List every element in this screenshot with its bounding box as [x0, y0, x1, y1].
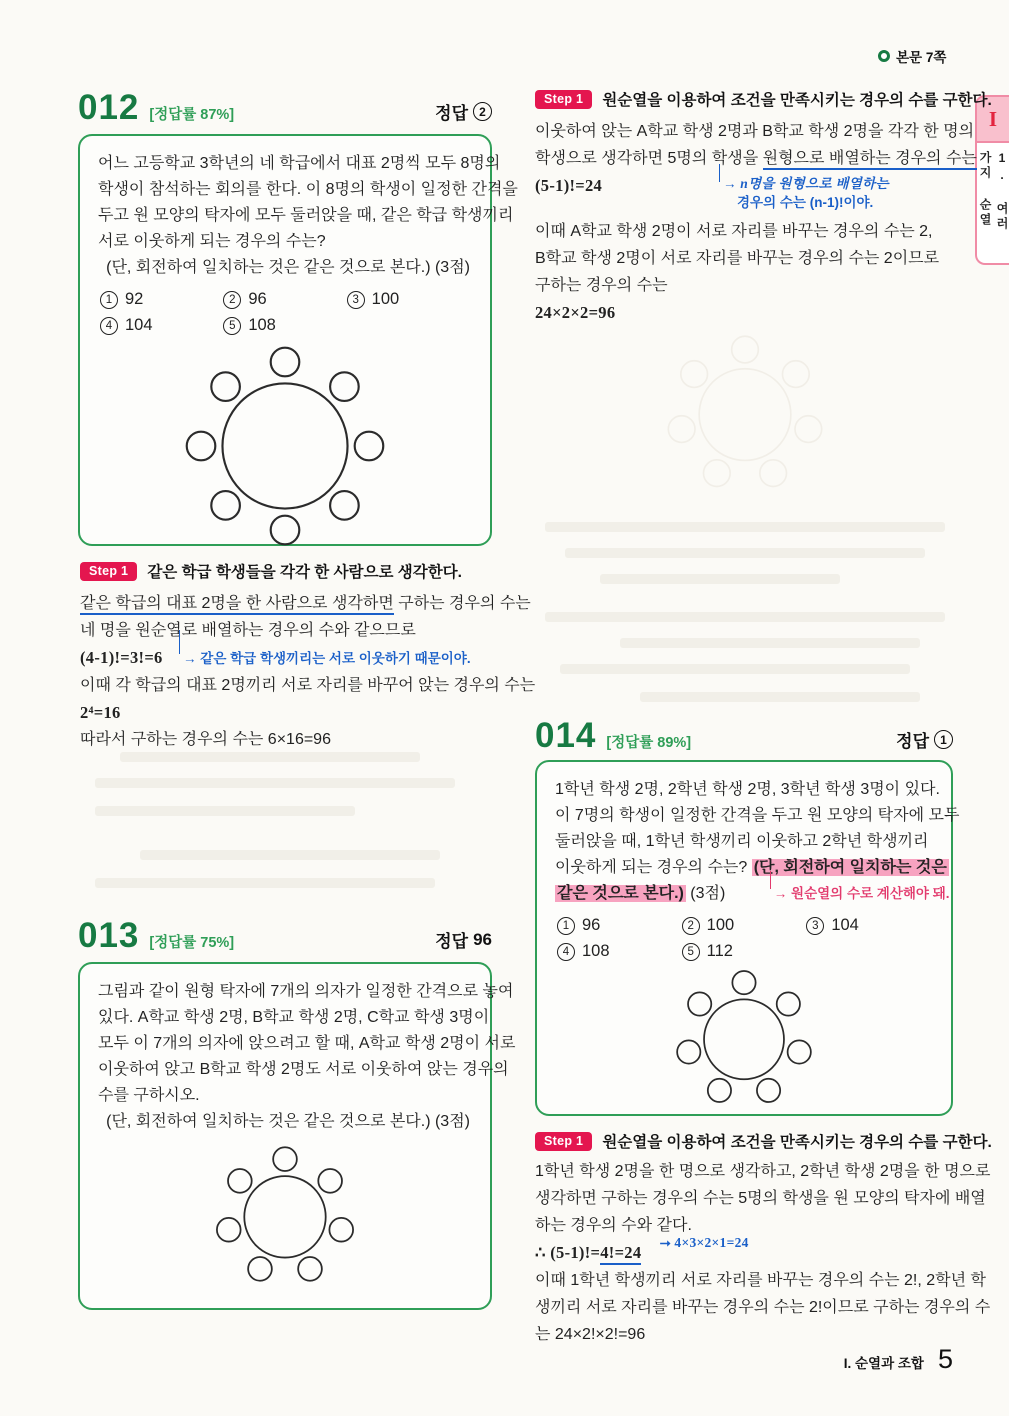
question-line: 서로 이웃하게 되는 경우의 수는? [98, 233, 326, 250]
solution-line: 생각하면 구하는 경우의 수는 5명의 학생을 원 모양의 탁자에 배열 [535, 1190, 986, 1207]
connector-line [770, 871, 771, 889]
footer-section-title: I. 순열과 조합 [843, 1356, 924, 1371]
answer-options [557, 916, 931, 961]
solution-line: 는 24×2!×2!=96 [535, 1326, 646, 1343]
question-line: 두고 원 모양의 탁자에 모두 둘러앉을 때, 같은 학급 학생끼리 [98, 207, 514, 224]
print-bleed-through [565, 548, 925, 558]
question-line: 이웃하여 앉고 B학교 학생 2명도 서로 이웃하여 앉는 경우의 [98, 1061, 509, 1078]
answer-choice-number: 1 [934, 730, 953, 749]
solution-line: 1학년 학생 2명을 한 명으로 생각하고, 2학년 학생 2명을 한 명으로 [535, 1163, 991, 1180]
solution-014-step1: Step 1 원순열을 이용하여 조건을 만족시키는 경우의 수를 구한다. [535, 1130, 992, 1152]
problem-013-header [78, 916, 492, 956]
solution-line: 생끼리 서로 자리를 바꾸는 경우의 수는 2!이므로 구하는 경우의 수 [535, 1299, 991, 1316]
correct-rate: [정답률 87%] [149, 107, 235, 123]
print-bleed-through [95, 806, 355, 816]
solution-line: 같은 학급의 대표 2명을 한 사람으로 생각하면 구하는 경우의 수는 [80, 590, 500, 617]
arrow-icon: ⭢ [659, 1235, 671, 1250]
option-1: 1 92 [100, 290, 223, 309]
unit-roman-numeral: I [988, 106, 998, 131]
reference-text: 본문 7쪽 [896, 50, 947, 65]
solution-line: 이때 각 학급의 대표 2명끼리 서로 자리를 바꾸어 앉는 경우의 수는 [80, 677, 536, 694]
print-bleed-through [545, 522, 945, 532]
teacher-annotation: → n명을 원형으로 배열하는 경우의 수는 (n-1)!이야. [707, 174, 889, 212]
solution-formula: (5-1)!=24 [535, 176, 603, 195]
step-badge: Step 1 [80, 562, 137, 581]
print-bleed-through [95, 878, 435, 888]
print-bleed-through [620, 320, 870, 505]
option-4: 4 104 [100, 316, 223, 335]
chapter-side-tab [975, 95, 1009, 265]
problem-012-box [78, 134, 518, 546]
print-bleed-through [545, 612, 945, 622]
step-badge: Step 1 [535, 1132, 592, 1151]
question-line: 1학년 학생 2명, 2학년 학생 2명, 3학년 학생 3명이 있다. [555, 781, 940, 798]
arrow-icon: → [723, 176, 737, 191]
problem-012-header [78, 88, 492, 128]
solution-line: 이웃하여 앉는 A학교 학생 2명과 B학교 학생 2명을 각각 한 명의 [535, 123, 975, 140]
option-3: 3 100 [347, 290, 470, 309]
question-line: 있다. A학교 학생 2명, B학교 학생 2명, C학교 학생 3명이 [98, 1009, 490, 1026]
question-line: 그림과 같이 원형 탁자에 7개의 의자가 일정한 간격으로 놓여 [98, 983, 514, 1000]
question-line: 수를 구하시오. [98, 1087, 200, 1104]
question-condition: (단, 회전하여 일치하는 것은 같은 것으로 본다.) (3점) [106, 259, 470, 276]
option-5: 5 108 [223, 316, 346, 335]
page-footer [535, 1344, 953, 1375]
question-line: 모두 이 7개의 의자에 앉으려고 할 때, A학교 학생 2명이 서로 [98, 1035, 516, 1052]
question-line: 둘러앉을 때, 1학년 학생끼리 이웃하고 2학년 학생끼리 [555, 833, 929, 850]
option-1-checked: 1 96 [557, 916, 682, 935]
solution-line: (4-1)!=3!=6 → 같은 학급 학생끼리는 서로 이웃하기 때문이야. [80, 644, 500, 672]
solution-line: 하는 경우의 수와 같다. [535, 1217, 692, 1234]
reference-dot-icon [878, 50, 890, 62]
answer-label: 정답 1 [896, 727, 953, 752]
highlighted-condition: (단, 회전하여 일치하는 것은 [753, 859, 947, 876]
solution-line: 네 명을 원순열로 배열하는 경우의 수와 같으므로 [80, 622, 416, 639]
question-line: 학생이 참석하는 회의를 한다. 이 8명의 학생이 일정한 간격을 [98, 181, 518, 198]
answer-options [100, 290, 470, 335]
highlighted-condition: 같은 것으로 본다.) [557, 885, 684, 902]
teacher-annotation: → 같은 학급 학생끼리는 서로 이웃하기 때문이야. [167, 651, 471, 666]
solution-013-body [535, 118, 977, 326]
question-line: 같은 것으로 본다.) (3점) → 원순열의 수로 계산해야 돼. [555, 881, 933, 907]
solution-formula: ∴ (5-1)!=4!=24 $^{⭢ 4\times 3\times 2\times 1=24}$ [535, 1239, 957, 1267]
option-4: 4 108 [557, 942, 682, 961]
question-condition: (단, 회전하여 일치하는 것은 같은 것으로 본다.) (3점) [106, 1113, 470, 1130]
problem-number: 014 [535, 716, 597, 755]
connector-line [719, 164, 720, 182]
solution-formula: 2⁴=16 [80, 703, 121, 722]
page-number: 5 [937, 1344, 953, 1374]
answer-label: 정답 96 [435, 929, 492, 951]
solution-line: 이때 1학년 학생끼리 서로 자리를 바꾸는 경우의 수는 2!, 2학년 학 [535, 1272, 986, 1289]
step-badge: Step 1 [535, 90, 592, 109]
teacher-annotation: ⭢ 4×3×2×1=24 [659, 1235, 749, 1250]
solution-012-step1: Step 1 같은 학급 학생들을 각각 한 사람으로 생각한다. [80, 560, 462, 582]
option-5: 5 112 [682, 942, 807, 961]
problem-013-box [78, 962, 516, 1310]
problem-number: 013 [78, 916, 140, 955]
solution-014-body [535, 1158, 991, 1348]
question-line: 이 7명의 학생이 일정한 간격을 두고 원 모양의 탁자에 모두 [555, 807, 960, 824]
option-2: 2 100 [682, 916, 807, 935]
round-table-diagram-7-chairs [555, 963, 933, 1112]
question-line: 어느 고등학교 3학년의 네 학급에서 대표 2명씩 모두 8명의 [98, 155, 501, 172]
answer-label: 정답 2 [435, 99, 492, 124]
round-table-diagram-8-chairs [98, 343, 472, 549]
correct-rate: [정답률 89%] [606, 735, 692, 751]
solution-013-step1: Step 1 원순열을 이용하여 조건을 만족시키는 경우의 수를 구한다. [535, 88, 992, 110]
option-2-checked: 2 96 [223, 290, 346, 309]
solution-line: 이때 A학교 학생 2명이 서로 자리를 바꾸는 경우의 수는 2, [535, 223, 933, 240]
print-bleed-through [95, 778, 455, 788]
problem-014-box [535, 760, 960, 1116]
problem-number: 012 [78, 88, 140, 127]
solution-formula: 24×2×2=96 [535, 303, 616, 322]
teacher-annotation: → 원순열의 수로 계산해야 돼. [758, 886, 950, 901]
question-line: 이웃하게 되는 경우의 수는? (단, 회전하여 일치하는 것은 [555, 859, 947, 876]
correct-rate: [정답률 75%] [149, 935, 235, 951]
solution-line: 구하는 경우의 수는 [535, 277, 668, 294]
page-reference [878, 46, 946, 66]
chapter-tab-label: 1. 여러 가지 순열 [978, 151, 1009, 232]
print-bleed-through [600, 574, 840, 584]
answer-choice-number: 2 [473, 102, 492, 121]
round-table-diagram-7-chairs [98, 1139, 472, 1291]
solution-line: B학교 학생 2명이 서로 자리를 바꾸는 경우의 수는 2이므로 [535, 250, 940, 267]
print-bleed-through [620, 638, 920, 648]
answer-value: 96 [473, 929, 492, 949]
solution-line: 따라서 구하는 경우의 수는 6×16=96 [80, 731, 331, 748]
option-3: 3 104 [806, 916, 931, 935]
arrow-icon: → [773, 886, 788, 901]
arrow-icon: → [183, 651, 197, 666]
solution-012-body [80, 590, 536, 753]
print-bleed-through [560, 664, 910, 674]
solution-line: 학생으로 생각하면 5명의 학생을 원형으로 배열하는 경우의 수는 [535, 145, 957, 172]
connector-line [179, 630, 180, 654]
print-bleed-through [140, 850, 440, 860]
problem-014-header [535, 716, 953, 756]
print-bleed-through [120, 752, 420, 762]
print-bleed-through [640, 692, 920, 702]
